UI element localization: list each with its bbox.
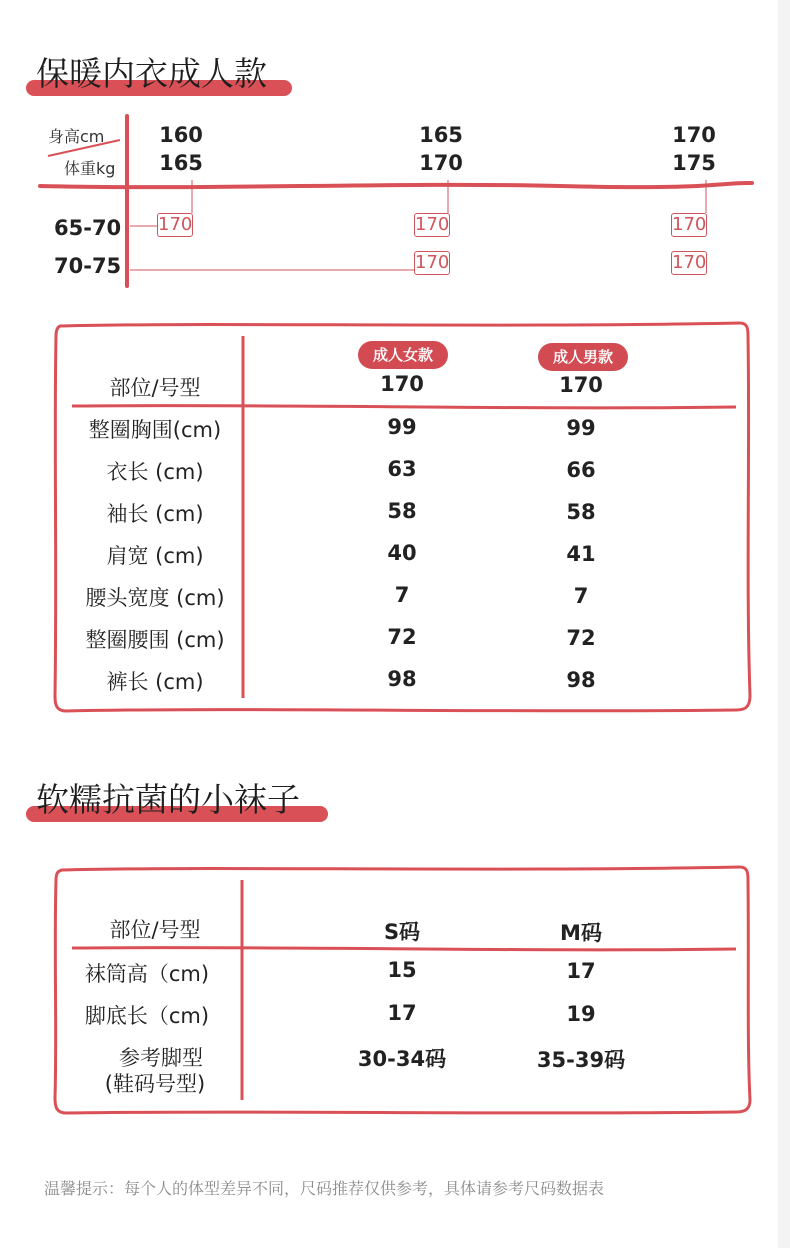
table2-row-label-line2: (鞋码号型): [104, 1072, 206, 1096]
table2-row-label-line1: 参考脚型: [119, 1046, 203, 1070]
table1-row-label: 袖长 (cm): [106, 502, 204, 526]
table1-cell: 40: [387, 541, 417, 565]
table2-cell: 17: [566, 959, 596, 983]
table2-row-label: 袜筒高（cm): [84, 962, 210, 986]
table1-row-label: 肩宽 (cm): [106, 544, 204, 568]
badge-men: 成人男款: [538, 343, 628, 371]
height-range-1-top: 160: [159, 123, 203, 147]
table1-cell: 66: [566, 458, 596, 482]
weight-axis-label: 体重kg: [64, 159, 116, 178]
table1-cell: 98: [566, 668, 596, 692]
table2-cell: 35-39码: [536, 1048, 626, 1072]
table2-row-label: 脚底长（cm): [84, 1004, 210, 1028]
table1-cell: 58: [566, 500, 596, 524]
size-box: 170: [672, 214, 707, 235]
table1-row-label: 裤长 (cm): [106, 670, 204, 694]
height-axis-label: 身高cm: [48, 127, 105, 146]
height-range-1-bottom: 165: [159, 151, 203, 175]
table2-col-s: S码: [383, 920, 421, 944]
weight-row-1-label: 65-70: [54, 216, 122, 240]
size-box: 170: [415, 214, 450, 235]
table1-cell: 99: [566, 416, 596, 440]
table1-row-label: 整圈腰围 (cm): [85, 628, 225, 652]
table1-cell: 72: [566, 626, 596, 650]
table2-cell: 30-34码: [357, 1047, 447, 1071]
weight-row-2-label: 70-75: [54, 254, 122, 278]
table1-cell: 72: [387, 625, 417, 649]
table1-row-label: 整圈胸围(cm): [88, 418, 222, 442]
table1-cell: 63: [387, 457, 417, 481]
table1-cell: 99: [387, 415, 417, 439]
table2-header-label: 部位/号型: [109, 918, 201, 942]
table1-cell: 98: [387, 667, 417, 691]
height-range-3-bottom: 175: [672, 151, 716, 175]
badge-women: 成人女款: [358, 341, 448, 369]
section-title-socks: 软糯抗菌的小袜子: [36, 780, 300, 819]
size-note: 温馨提示：每个人的体型差异不同，尺码推荐仅供参考，具体请参考尺码数据表: [44, 1179, 605, 1198]
height-range-2-top: 165: [419, 123, 463, 147]
size-box: 170: [158, 214, 193, 235]
table1-cell: 58: [387, 499, 417, 523]
table2-cell: 15: [387, 958, 417, 982]
height-range-3-top: 170: [672, 123, 716, 147]
size-box: 170: [672, 252, 707, 273]
table1-row-label: 腰头宽度 (cm): [85, 586, 225, 610]
table1-cell: 7: [573, 584, 589, 608]
table1-col2-size: 170: [559, 373, 603, 397]
size-box: 170: [415, 252, 450, 273]
table2-col-m: M码: [560, 921, 602, 945]
section-title-underwear: 保暖内衣成人款: [36, 54, 267, 93]
table1-cell: 7: [394, 583, 410, 607]
table1-header-label: 部位/号型: [109, 376, 201, 400]
table2-cell: 17: [387, 1001, 417, 1025]
table2-cell: 19: [566, 1002, 596, 1026]
table1-col1-size: 170: [380, 372, 424, 396]
table1-cell: 41: [566, 542, 596, 566]
height-range-2-bottom: 170: [419, 151, 463, 175]
table1-row-label: 衣长 (cm): [106, 460, 204, 484]
